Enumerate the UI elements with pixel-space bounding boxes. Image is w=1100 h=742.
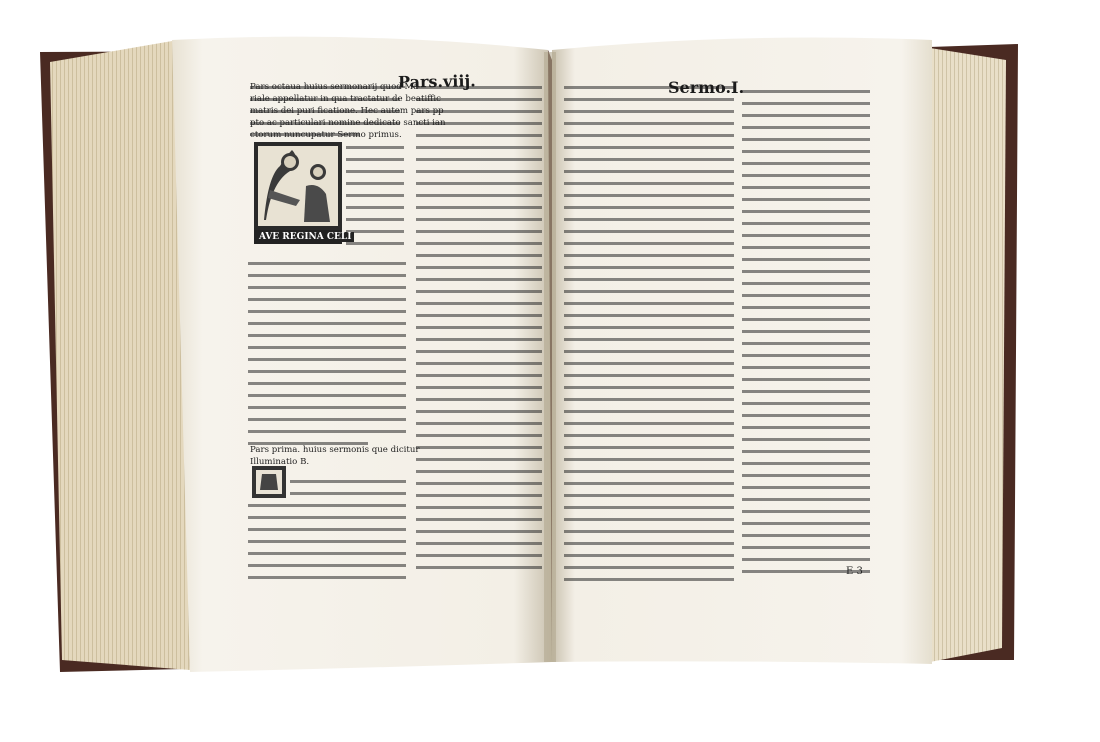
incipit-line-5: ctorum nuncupatur Sermo primus. (250, 130, 402, 140)
left-column-2-text (416, 86, 542, 569)
right-page-edges (930, 48, 1006, 662)
incipit-line-3: matris dei puri ficatione. Hec autem pars pp (250, 106, 444, 116)
section-heading: Pars prima. huius sermonis que dicitur (250, 445, 420, 455)
woodcut-caption: AVE REGINA CELI (256, 232, 354, 242)
book-gutter (544, 52, 556, 662)
left-page-heading: Pars.viij. (397, 71, 476, 92)
woodcut-image (254, 142, 342, 244)
incipit-line-2: riale appellatur in qua tractatur de beatiffic (250, 94, 441, 104)
incipit-line-1: Pars octaua huius sermonarij quod Ma (250, 82, 419, 92)
right-column-2-text (742, 90, 870, 573)
incipit-line-4: pto ac particulari nomine dedicato sancti ian (250, 118, 446, 128)
section-subheading: Illuminatio B. (250, 457, 310, 467)
left-page-edges (50, 40, 190, 670)
decorated-initial (252, 466, 286, 498)
right-page-heading: Sermo.I. (668, 78, 745, 97)
folio-mark: E 3 (846, 566, 863, 577)
